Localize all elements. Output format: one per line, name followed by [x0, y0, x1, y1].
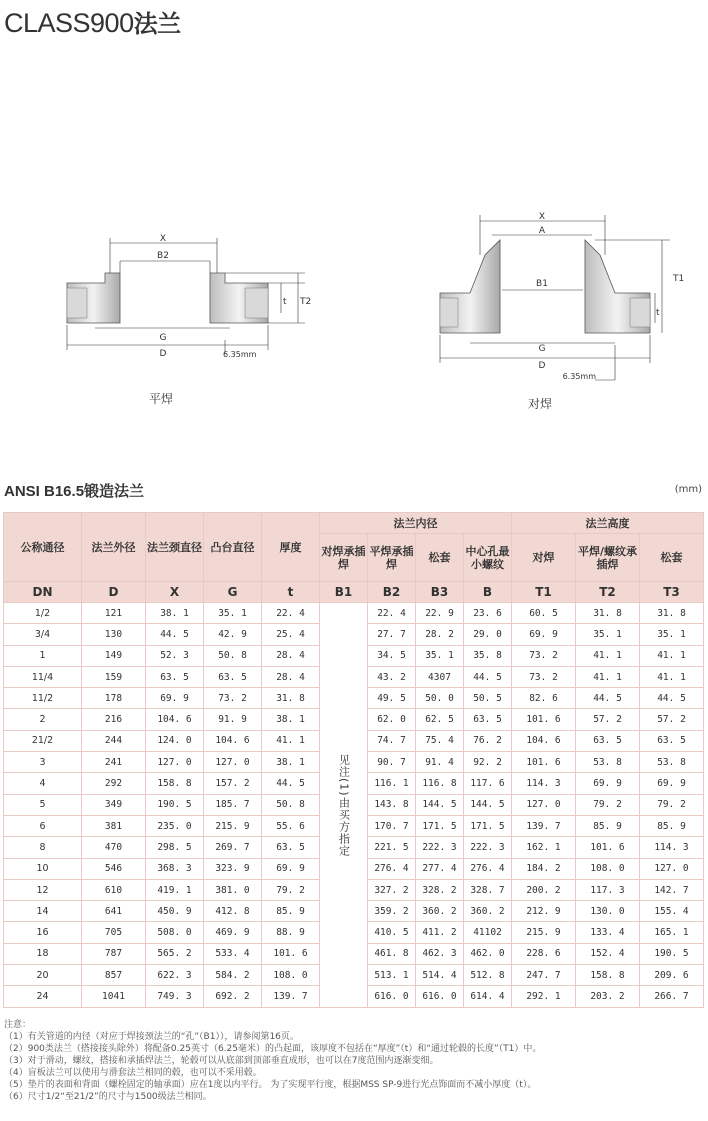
- header-code-b1: B1: [320, 582, 368, 603]
- table-cell: 69. 9: [576, 773, 640, 794]
- header-t: 厚度: [262, 513, 320, 582]
- table-cell: 130. 0: [576, 901, 640, 922]
- table-cell: 41. 1: [640, 645, 704, 666]
- table-cell: 49. 5: [368, 688, 416, 709]
- slip-on-raised-face-label: 6.35mm: [223, 350, 257, 359]
- table-cell: 31. 8: [262, 688, 320, 709]
- table-cell: 162. 1: [512, 837, 576, 858]
- table-cell: 76. 2: [464, 730, 512, 751]
- table-cell: 124. 0: [146, 730, 204, 751]
- table-cell: 117. 6: [464, 773, 512, 794]
- table-cell: 1/2: [4, 603, 82, 624]
- table-cell: 349: [82, 794, 146, 815]
- table-cell: 38. 1: [262, 709, 320, 730]
- header-x: 法兰颈直径: [146, 513, 204, 582]
- table-cell: 44. 5: [576, 688, 640, 709]
- table-cell: 470: [82, 837, 146, 858]
- table-cell: 610: [82, 879, 146, 900]
- table-cell: 292: [82, 773, 146, 794]
- table-cell: 38. 1: [146, 603, 204, 624]
- table-cell: 79. 2: [640, 794, 704, 815]
- header-b2: 平焊承插焊: [368, 534, 416, 582]
- table-cell: 381: [82, 815, 146, 836]
- header-d: 法兰外径: [82, 513, 146, 582]
- note-line: （5）垫片的表面和背面（螺栓固定的轴承面）应在1度以内平行。 为了实现平行度，根据MSS SP-9进行光点饰面而不减小厚度（t）。: [4, 1080, 537, 1090]
- table-cell: 787: [82, 943, 146, 964]
- table-cell: 85. 9: [640, 815, 704, 836]
- table-cell: 16: [4, 922, 82, 943]
- table-cell: 266. 7: [640, 986, 704, 1007]
- table-cell: 41102: [464, 922, 512, 943]
- header-code-t2: T2: [576, 582, 640, 603]
- table-cell: 41. 1: [576, 666, 640, 687]
- header-t1: 对焊: [512, 534, 576, 582]
- weld-neck-x-label: X: [538, 212, 546, 222]
- table-cell: 277. 4: [416, 858, 464, 879]
- table-cell: 228. 6: [512, 943, 576, 964]
- table-cell: 411. 2: [416, 922, 464, 943]
- table-cell: 44. 5: [464, 666, 512, 687]
- header-t3: 松套: [640, 534, 704, 582]
- table-cell: 127. 0: [204, 752, 262, 773]
- table-cell: 82. 6: [512, 688, 576, 709]
- table-cell: 190. 5: [640, 943, 704, 964]
- table-cell: 641: [82, 901, 146, 922]
- table-cell: 28. 4: [262, 666, 320, 687]
- table-cell: 91. 4: [416, 752, 464, 773]
- table-cell: 692. 2: [204, 986, 262, 1007]
- table-cell: 2: [4, 709, 82, 730]
- table-cell: 185. 7: [204, 794, 262, 815]
- table-row: [4, 603, 704, 624]
- table-cell: 31. 8: [576, 603, 640, 624]
- table-cell: 101. 6: [262, 943, 320, 964]
- table-cell: 44. 5: [146, 624, 204, 645]
- table-cell: 41. 1: [640, 666, 704, 687]
- table-cell: 247. 7: [512, 965, 576, 986]
- table-cell: 158. 8: [576, 965, 640, 986]
- table-cell: 292. 1: [512, 986, 576, 1007]
- table-cell: 63. 5: [146, 666, 204, 687]
- header-g: 凸台直径: [204, 513, 262, 582]
- slip-on-caption: 平焊: [149, 392, 174, 406]
- table-cell: 3: [4, 752, 82, 773]
- slip-on-b2-label: B2: [157, 251, 169, 261]
- table-cell: 22. 9: [416, 603, 464, 624]
- header-code-dn: DN: [4, 582, 82, 603]
- table-cell: 35. 1: [576, 624, 640, 645]
- table-cell: 104. 6: [146, 709, 204, 730]
- weld-neck-flange-diagram: [430, 205, 700, 390]
- table-cell: 462. 3: [416, 943, 464, 964]
- table-cell: 450. 9: [146, 901, 204, 922]
- table-cell: 79. 2: [262, 879, 320, 900]
- table-cell: 79. 2: [576, 794, 640, 815]
- slip-on-d-label: D: [159, 349, 167, 359]
- table-cell: 35. 1: [416, 645, 464, 666]
- table-cell: 73. 2: [512, 645, 576, 666]
- table-cell: 170. 7: [368, 815, 416, 836]
- table-cell: 21/2: [4, 730, 82, 751]
- table-cell: 29. 0: [464, 624, 512, 645]
- table-cell: 104. 6: [204, 730, 262, 751]
- table-cell: 130: [82, 624, 146, 645]
- table-cell: 85. 9: [576, 815, 640, 836]
- table-cell: 235. 0: [146, 815, 204, 836]
- table-cell: 6: [4, 815, 82, 836]
- table-cell: 857: [82, 965, 146, 986]
- header-b3: 松套: [416, 534, 464, 582]
- table-cell: 171. 5: [464, 815, 512, 836]
- table-cell: 69. 9: [640, 773, 704, 794]
- header-code-b2: B2: [368, 582, 416, 603]
- table-cell: 533. 4: [204, 943, 262, 964]
- table-cell: 62. 0: [368, 709, 416, 730]
- table-cell: 50. 0: [416, 688, 464, 709]
- table-cell: 157. 2: [204, 773, 262, 794]
- table-cell: 25. 4: [262, 624, 320, 645]
- header-b: 中心孔最小螺纹: [464, 534, 512, 582]
- table-cell: 360. 2: [416, 901, 464, 922]
- table-cell: 368. 3: [146, 858, 204, 879]
- note-line: （2）900类法兰（搭接接头除外）将配备0.25英寸（6.25毫米）的凸起面，该厚度不包括在“厚度”（t）和“通过轮毂的长度”（T1）中。: [4, 1044, 542, 1054]
- page-title: [4, 4, 181, 39]
- unit-label: (mm): [674, 484, 702, 495]
- table-cell: 222. 3: [416, 837, 464, 858]
- table-cell: 5: [4, 794, 82, 815]
- table-cell: 159: [82, 666, 146, 687]
- table-cell: 38. 1: [262, 752, 320, 773]
- table-cell: 101. 6: [512, 709, 576, 730]
- note-line: （3）对于滑动，螺纹，搭接和承插焊法兰，轮毂可以从底部到顶部垂直成形，也可以在7度范围内逐渐变细。: [4, 1056, 439, 1066]
- flange-dimension-table: [3, 512, 704, 1008]
- table-cell: 8: [4, 837, 82, 858]
- table-cell: 244: [82, 730, 146, 751]
- table-cell: 222. 3: [464, 837, 512, 858]
- table-cell: 88. 9: [262, 922, 320, 943]
- table-cell: 622. 3: [146, 965, 204, 986]
- table-cell: 23. 6: [464, 603, 512, 624]
- table-cell: 127. 0: [146, 752, 204, 773]
- header-code-g: G: [204, 582, 262, 603]
- table-cell: 3/4: [4, 624, 82, 645]
- table-cell: 85. 9: [262, 901, 320, 922]
- table-cell: 215. 9: [512, 922, 576, 943]
- table-cell: 10: [4, 858, 82, 879]
- table-cell: 749. 3: [146, 986, 204, 1007]
- table-cell: 165. 1: [640, 922, 704, 943]
- table-cell: 359. 2: [368, 901, 416, 922]
- table-cell: 149: [82, 645, 146, 666]
- table-cell: 323. 9: [204, 858, 262, 879]
- table-cell: 34. 5: [368, 645, 416, 666]
- table-cell: 328. 7: [464, 879, 512, 900]
- table-cell: 276. 4: [464, 858, 512, 879]
- table-cell: 469. 9: [204, 922, 262, 943]
- table-cell: 108. 0: [576, 858, 640, 879]
- slip-on-g-label: G: [159, 333, 167, 343]
- table-cell: 215. 9: [204, 815, 262, 836]
- table-cell: 22. 4: [262, 603, 320, 624]
- table-cell: 11/2: [4, 688, 82, 709]
- table-cell: 139. 7: [512, 815, 576, 836]
- table-cell: 565. 2: [146, 943, 204, 964]
- table-cell: 52. 3: [146, 645, 204, 666]
- weld-neck-t1-label: T1: [673, 274, 685, 284]
- table-cell: 584. 2: [204, 965, 262, 986]
- table-cell: 57. 2: [576, 709, 640, 730]
- table-title: ANSI B16.5锻造法兰: [4, 483, 145, 500]
- table-cell: 62. 5: [416, 709, 464, 730]
- table-cell: 616. 0: [368, 986, 416, 1007]
- table-cell: 35. 1: [204, 603, 262, 624]
- note-line: （6）尺寸1/2“至21/2”的尺寸与1500级法兰相同。: [4, 1092, 212, 1102]
- table-cell: 127. 0: [640, 858, 704, 879]
- header-code-t1: T1: [512, 582, 576, 603]
- table-cell: 276. 4: [368, 858, 416, 879]
- table-cell: 508. 0: [146, 922, 204, 943]
- note-line: （1）有关管道的内径（对应于焊接颈法兰的“孔”（B1）），请参阅第16页。: [4, 1032, 299, 1042]
- note-line: 注意：: [4, 1020, 32, 1030]
- header-code-x: X: [146, 582, 204, 603]
- table-cell: 28. 4: [262, 645, 320, 666]
- table-cell: 63. 5: [464, 709, 512, 730]
- table-cell: 328. 2: [416, 879, 464, 900]
- table-cell: 69. 9: [146, 688, 204, 709]
- table-cell: 121: [82, 603, 146, 624]
- table-cell: 616. 0: [416, 986, 464, 1007]
- table-cell: 116. 1: [368, 773, 416, 794]
- table-cell: 42. 9: [204, 624, 262, 645]
- table-cell: 74. 7: [368, 730, 416, 751]
- table-cell: 101. 6: [512, 752, 576, 773]
- table-cell: 53. 8: [640, 752, 704, 773]
- table-cell: 12: [4, 879, 82, 900]
- table-cell: 143. 8: [368, 794, 416, 815]
- table-cell: 63. 5: [204, 666, 262, 687]
- table-cell: 101. 6: [576, 837, 640, 858]
- table-cell: 31. 8: [640, 603, 704, 624]
- table-cell: 55. 6: [262, 815, 320, 836]
- table-cell: 114. 3: [640, 837, 704, 858]
- table-cell: 117. 3: [576, 879, 640, 900]
- table-cell: 44. 5: [262, 773, 320, 794]
- table-cell: 90. 7: [368, 752, 416, 773]
- header-code-b3: B3: [416, 582, 464, 603]
- table-cell: 28. 2: [416, 624, 464, 645]
- table-cell: 512. 8: [464, 965, 512, 986]
- table-cell: 546: [82, 858, 146, 879]
- table-cell: 216: [82, 709, 146, 730]
- table-cell: 513. 1: [368, 965, 416, 986]
- table-cell: 144. 5: [416, 794, 464, 815]
- weld-neck-b1-label: B1: [536, 279, 548, 289]
- table-cell: 27. 7: [368, 624, 416, 645]
- header-code-t3: T3: [640, 582, 704, 603]
- table-cell: 127. 0: [512, 794, 576, 815]
- table-cell: 73. 2: [512, 666, 576, 687]
- table-cell: 4: [4, 773, 82, 794]
- table-cell: 63. 5: [576, 730, 640, 751]
- table-cell: 50. 8: [204, 645, 262, 666]
- table-cell: 116. 8: [416, 773, 464, 794]
- slip-on-flange-diagram: [55, 228, 325, 368]
- header-t2: 平焊/螺纹承插焊: [576, 534, 640, 582]
- table-cell: 35. 1: [640, 624, 704, 645]
- table-cell: 212. 9: [512, 901, 576, 922]
- table-cell: 139. 7: [262, 986, 320, 1007]
- table-cell: 298. 5: [146, 837, 204, 858]
- table-cell: 133. 4: [576, 922, 640, 943]
- table-cell: 412. 8: [204, 901, 262, 922]
- table-cell: 614. 4: [464, 986, 512, 1007]
- table-cell: 241: [82, 752, 146, 773]
- b1-note-cell: 见注(1)由买方指定: [320, 603, 368, 1008]
- table-cell: 1: [4, 645, 82, 666]
- notes: [4, 1019, 541, 1103]
- table-cell: 41. 1: [262, 730, 320, 751]
- header-code-d: D: [82, 582, 146, 603]
- table-cell: 24: [4, 986, 82, 1007]
- table-cell: 381. 0: [204, 879, 262, 900]
- table-cell: 203. 2: [576, 986, 640, 1007]
- table-cell: 18: [4, 943, 82, 964]
- slip-on-x-label: X: [159, 234, 167, 244]
- table-cell: 73. 2: [204, 688, 262, 709]
- table-cell: 69. 9: [512, 624, 576, 645]
- table-cell: 178: [82, 688, 146, 709]
- note-line: （4）盲板法兰可以使用与滑套法兰相同的毂，也可以不采用毂。: [4, 1068, 262, 1078]
- table-cell: 60. 5: [512, 603, 576, 624]
- header-height-group: 法兰高度: [512, 513, 704, 534]
- table-cell: 41. 1: [576, 645, 640, 666]
- table-cell: 53. 8: [576, 752, 640, 773]
- weld-neck-raised-face-label: 6.35mm: [562, 372, 596, 381]
- table-cell: 114. 3: [512, 773, 576, 794]
- table-cell: 20: [4, 965, 82, 986]
- table-cell: 35. 8: [464, 645, 512, 666]
- table-cell: 461. 8: [368, 943, 416, 964]
- table-cell: 190. 5: [146, 794, 204, 815]
- weld-neck-a-label: A: [538, 226, 546, 236]
- page-title-latin: CLASS900: [4, 8, 134, 38]
- table-cell: 200. 2: [512, 879, 576, 900]
- table-cell: 50. 8: [262, 794, 320, 815]
- table-cell: 705: [82, 922, 146, 943]
- table-cell: 22. 4: [368, 603, 416, 624]
- table-cell: 108. 0: [262, 965, 320, 986]
- weld-neck-t-label: t: [656, 308, 660, 318]
- slip-on-t2-label: T2: [300, 297, 312, 307]
- header-dn: 公称通径: [4, 513, 82, 582]
- header-b1: 对焊承插焊: [320, 534, 368, 582]
- table-cell: 57. 2: [640, 709, 704, 730]
- table-cell: 14: [4, 901, 82, 922]
- table-cell: 92. 2: [464, 752, 512, 773]
- table-cell: 43. 2: [368, 666, 416, 687]
- table-cell: 410. 5: [368, 922, 416, 943]
- table-cell: 152. 4: [576, 943, 640, 964]
- table-cell: 171. 5: [416, 815, 464, 836]
- table-cell: 69. 9: [262, 858, 320, 879]
- weld-neck-g-label: G: [538, 344, 546, 354]
- table-cell: 144. 5: [464, 794, 512, 815]
- table-cell: 11/4: [4, 666, 82, 687]
- table-cell: 91. 9: [204, 709, 262, 730]
- table-cell: 184. 2: [512, 858, 576, 879]
- table-cell: 327. 2: [368, 879, 416, 900]
- table-cell: 158. 8: [146, 773, 204, 794]
- table-cell: 360. 2: [464, 901, 512, 922]
- header-code-b: B: [464, 582, 512, 603]
- weld-neck-caption: 对焊: [528, 397, 553, 411]
- table-cell: 514. 4: [416, 965, 464, 986]
- table-cell: 155. 4: [640, 901, 704, 922]
- table-cell: 75. 4: [416, 730, 464, 751]
- table-cell: 269. 7: [204, 837, 262, 858]
- table-cell: 4307: [416, 666, 464, 687]
- table-cell: 221. 5: [368, 837, 416, 858]
- table-cell: 50. 5: [464, 688, 512, 709]
- table-cell: 209. 6: [640, 965, 704, 986]
- slip-on-t-label: t: [283, 297, 287, 307]
- table-cell: 462. 0: [464, 943, 512, 964]
- weld-neck-d-label: D: [538, 361, 546, 371]
- table-cell: 44. 5: [640, 688, 704, 709]
- table-cell: 63. 5: [262, 837, 320, 858]
- header-bore-group: 法兰内径: [320, 513, 512, 534]
- table-cell: 104. 6: [512, 730, 576, 751]
- header-code-t: t: [262, 582, 320, 603]
- table-cell: 1041: [82, 986, 146, 1007]
- table-cell: 419. 1: [146, 879, 204, 900]
- page-title-cjk: 法兰: [133, 10, 181, 38]
- table-cell: 142. 7: [640, 879, 704, 900]
- table-cell: 63. 5: [640, 730, 704, 751]
